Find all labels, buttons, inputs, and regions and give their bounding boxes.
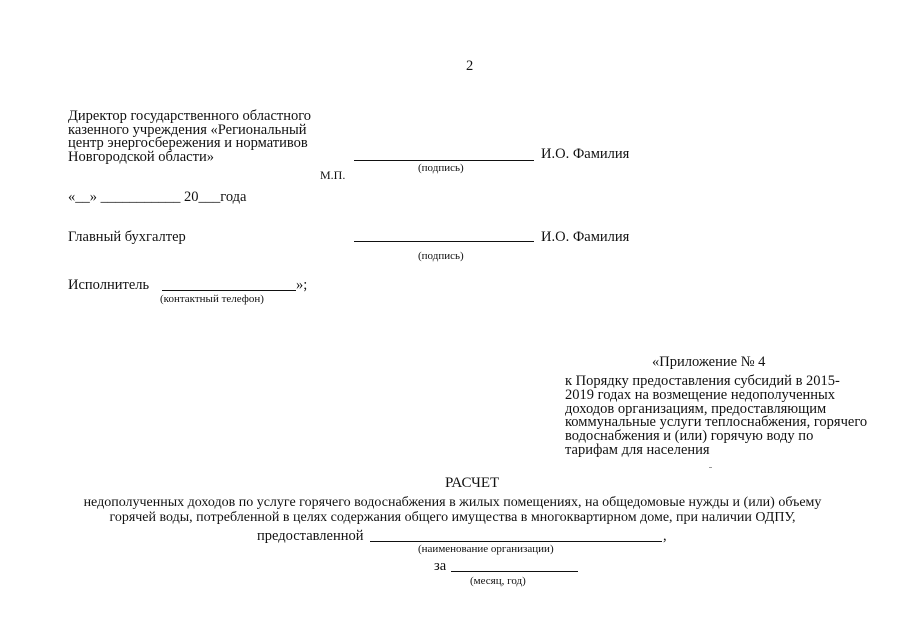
executor-ending: »; — [296, 277, 308, 293]
director-signature-line[interactable] — [354, 160, 534, 161]
scan-dot — [709, 467, 712, 468]
date-line — [68, 189, 246, 206]
executor-phone-line[interactable] — [162, 290, 296, 291]
accountant-name: И.О. Фамилия — [541, 229, 630, 245]
appendix-line: тарифам для населения — [565, 441, 710, 458]
stamp-label: М.П. — [320, 168, 346, 182]
appendix-line: водоснабжения и (или) горячую воду по — [565, 428, 814, 445]
director-line: казенного учреждения «Региональный — [68, 121, 307, 138]
director-signature-caption: (подпись) — [418, 162, 464, 174]
date-suffix: года — [220, 189, 247, 205]
period-caption: (месяц, год) — [470, 575, 526, 587]
provided-label: предоставленной — [257, 528, 364, 544]
appendix-text — [565, 375, 867, 458]
date-day-blank[interactable]: __ — [75, 189, 90, 205]
calculation-line-1: недополученных доходов по услуге горячего водоснабжения в жилых помещениях, на общедомовые нужды и (или) объему — [83, 495, 822, 510]
date-close-quote: » — [89, 189, 97, 205]
appendix-line: коммунальные услуги теплоснабжения, горячего — [565, 414, 868, 431]
executor-label: Исполнитель — [68, 277, 150, 293]
director-line: Директор государственного областного — [68, 108, 312, 124]
executor-phone-caption: (контактный телефон) — [160, 293, 264, 305]
date-open-quote: « — [68, 189, 76, 205]
date-year-prefix: 20 — [184, 189, 199, 205]
appendix-title: «Приложение № 4 — [652, 354, 766, 370]
accountant-label: Главный бухгалтер — [68, 229, 186, 245]
period-line[interactable] — [451, 571, 578, 572]
accountant-signature-caption: (подпись) — [418, 250, 464, 262]
calculation-line-2: горячей воды, потребленной в целях содержания общего имущества в многоквартирном доме, при наличии ОДПУ, — [109, 510, 796, 525]
director-title — [68, 110, 311, 164]
provided-comma: , — [663, 528, 667, 544]
director-line: Новгородской области» — [68, 148, 214, 165]
appendix-line: 2019 годах на возмещение недополученных — [565, 386, 836, 403]
director-name: И.О. Фамилия — [541, 146, 630, 162]
date-year-blank[interactable]: ___ — [198, 189, 221, 205]
appendix-line: доходов организациям, предоставляющим — [565, 400, 827, 417]
organization-name-line[interactable] — [370, 541, 662, 542]
appendix-line: к Порядку предоставления субсидий в 2015- — [565, 373, 840, 389]
page-number: 2 — [466, 58, 474, 74]
date-month-blank[interactable]: ___________ — [100, 189, 181, 205]
organization-caption: (наименование организации) — [418, 543, 554, 555]
for-label: за — [434, 558, 447, 574]
calculation-title: РАСЧЕТ — [445, 475, 500, 491]
director-line: центр энергосбережения и нормативов — [68, 135, 308, 151]
accountant-signature-line[interactable] — [354, 241, 534, 242]
